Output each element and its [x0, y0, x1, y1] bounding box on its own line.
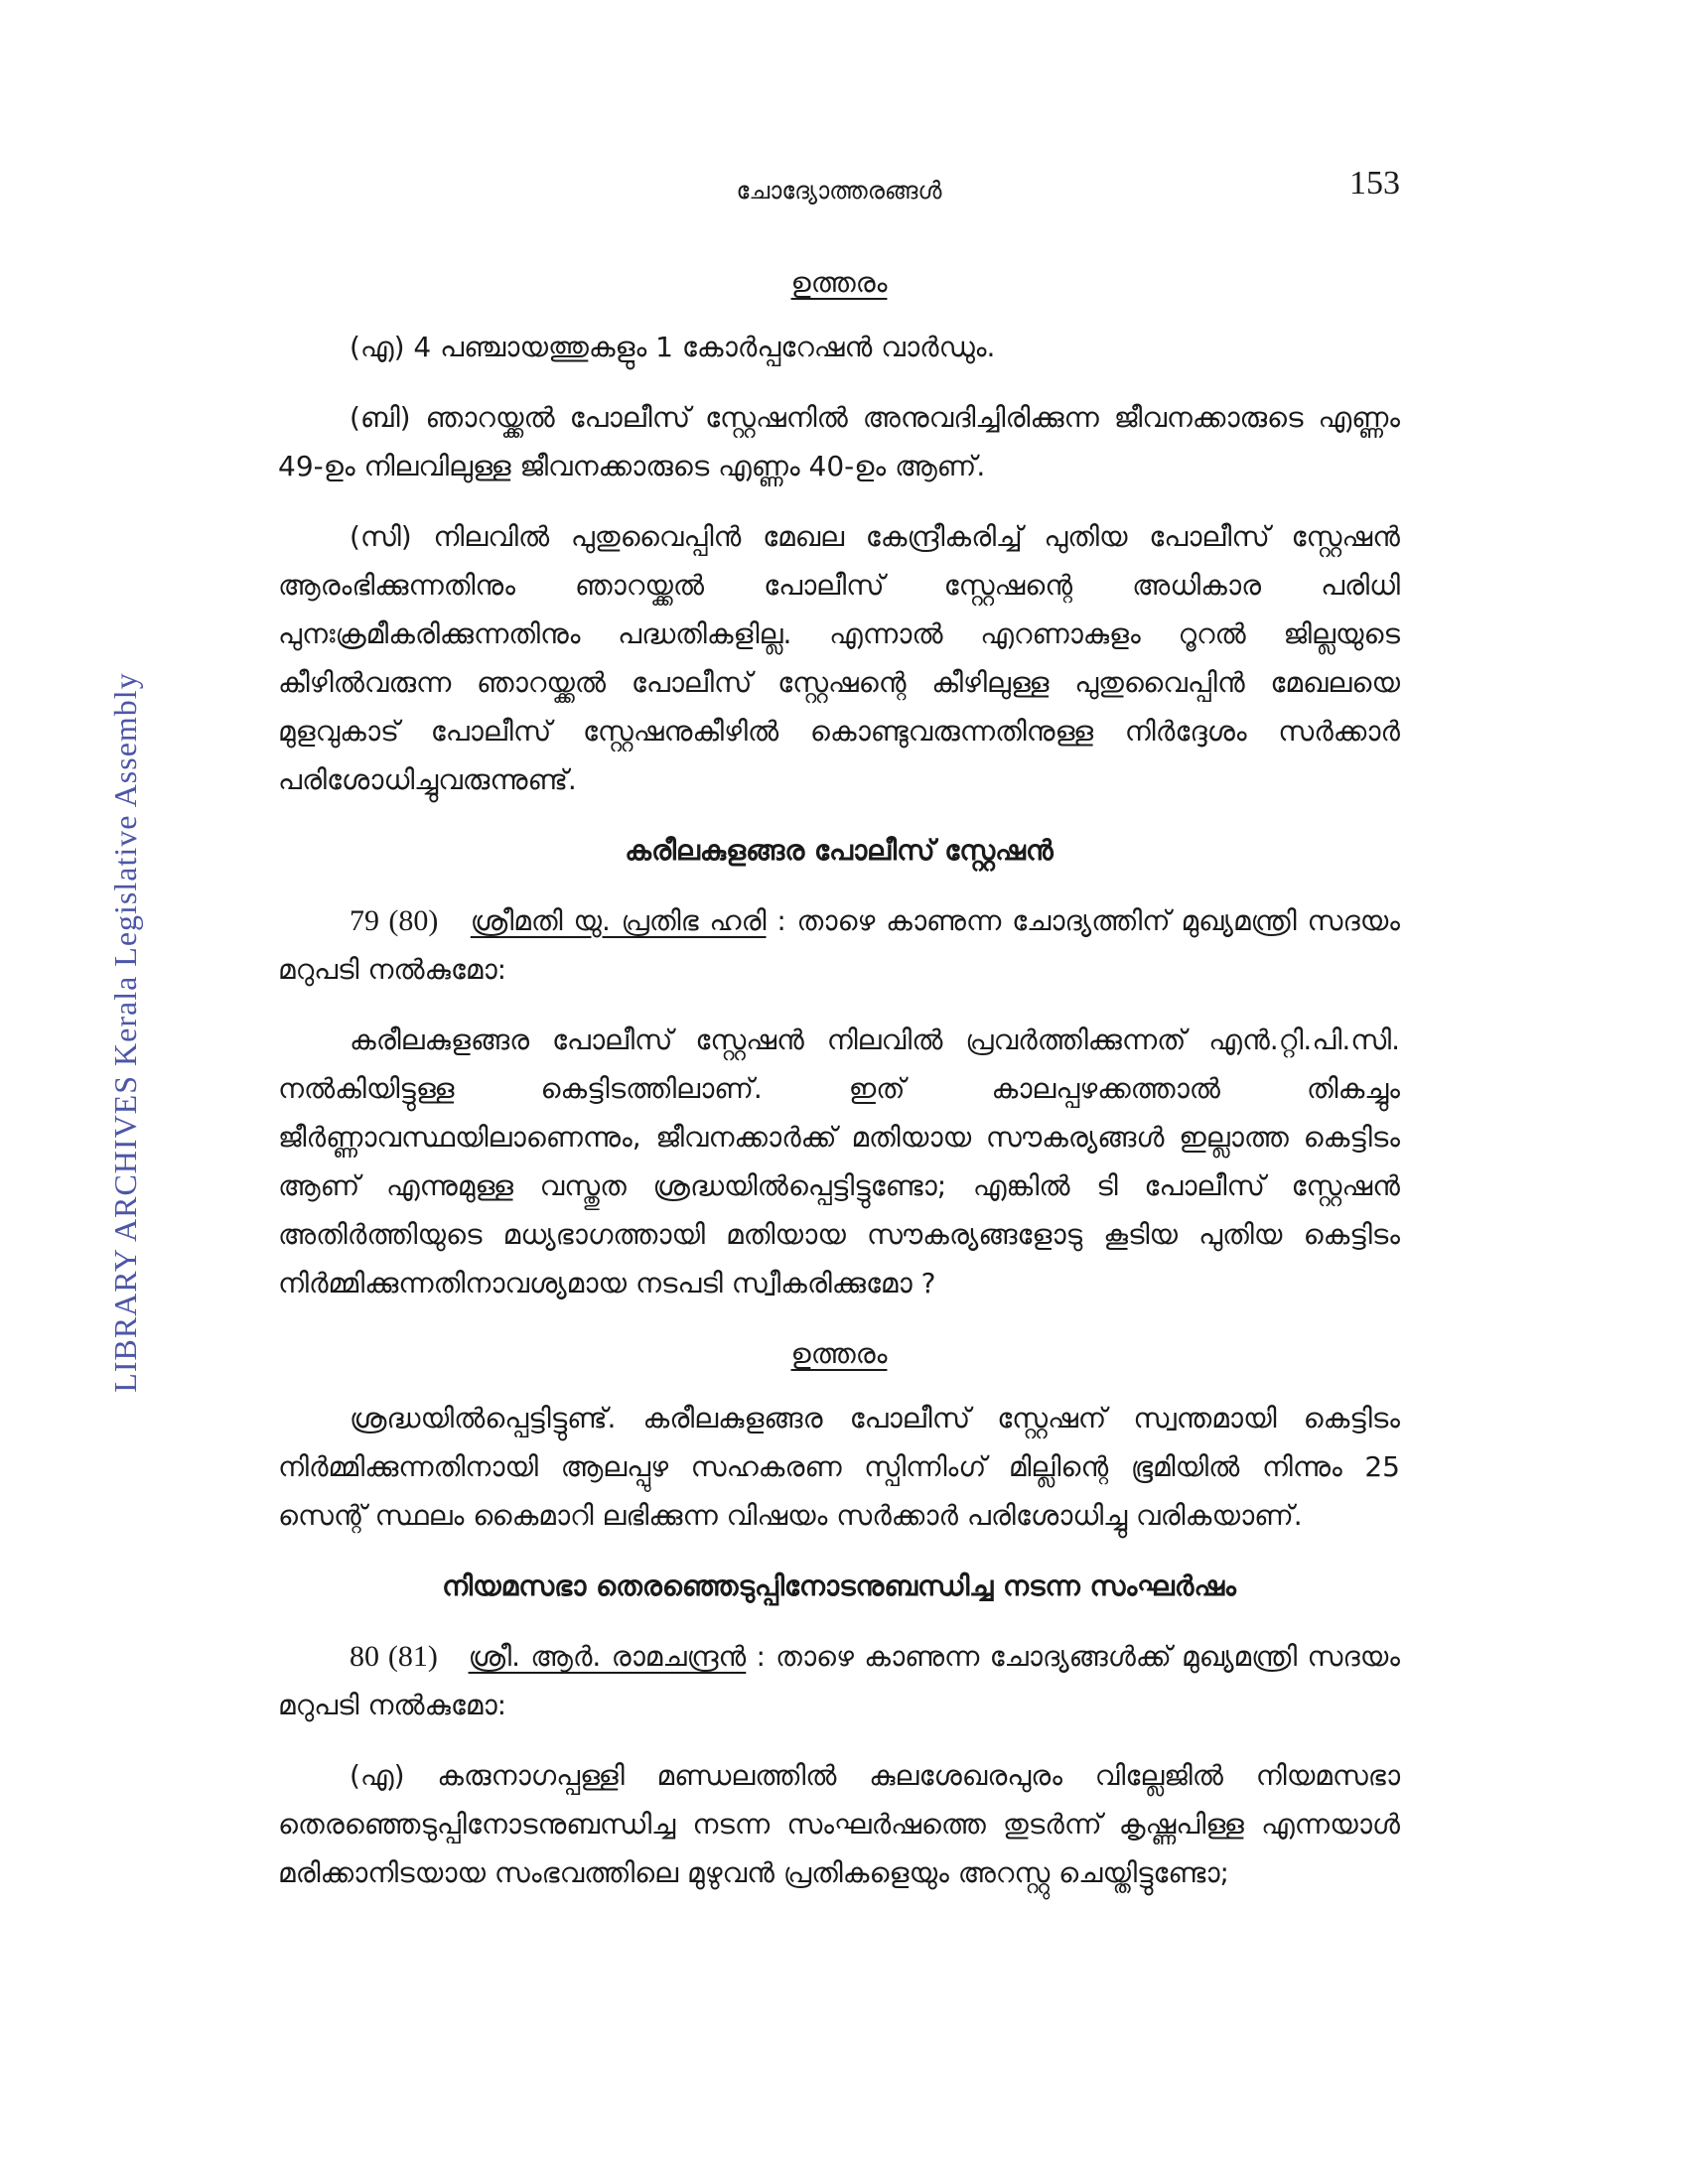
question-80-part-a: (എ) കരുനാഗപ്പള്ളി മണ്ഡലത്തിൽ കുലശേഖരപുരം വില്ലേജിൽ നിയമസഭാ തെരഞ്ഞെടുപ്പിനോടനുബന്ധിച്ച നടന്ന സംഘർഷത്തെ തുടർന്ന് കൃഷ്ണപിള്ള എന്നയാൾ മരിക്കാനിടയായ സംഭവത്തിലെ മുഴുവൻ പ്രതികളെയും അറസ്റ്റു ചെയ്തിട്ടുണ്ടോ;	[278, 1759, 1400, 1889]
document-page	[278, 159, 1400, 1919]
answer-part-c: (സി) നിലവിൽ പുതുവൈപ്പിൻ മേഖല കേന്ദ്രീകരിച്ച് പുതിയ പോലീസ് സ്റ്റേഷൻ ആരംഭിക്കുന്നതിനും ഞാറയ്ക്കൽ പോലീസ് സ്റ്റേഷന്റെ അധികാര പരിധി പുനഃക്രമീകരിക്കുന്നതിനും പദ്ധതികളില്ല. എന്നാൽ എറണാകുളം റൂറൽ ജില്ലയുടെ കീഴിൽവരുന്ന ഞാറയ്ക്കൽ പോലീസ് സ്റ്റേഷന്റെ കീഴിലുള്ള പുതുവൈപ്പിൻ മേഖലയെ മുളവുകാട് പോലീസ് സ്റ്റേഷനുകീഴിൽ കൊണ്ടുവരുന്നതിനുള്ള നിർദ്ദേശം സർക്കാർ പരിശോധിച്ചുവരുന്നുണ്ട്.	[278, 520, 1400, 796]
answer-heading-text: ഉത്തരം	[790, 266, 888, 299]
question-79-answer: ശ്രദ്ധയിൽപ്പെട്ടിട്ടുണ്ട്. കരീലകുളങ്ങര പോലീസ് സ്റ്റേഷന് സ്വന്തമായി കെട്ടിടം നിർമ്മിക്കുന്നതിനായി ആലപ്പുഴ സഹകരണ സ്പിന്നിംഗ് മില്ലിന്റെ ഭൂമിയിൽ നിന്നും 25 സെന്റ് സ്ഥലം കൈമാറി ലഭിക്കുന്ന വിഷയം സർക്കാർ പരിശോധിച്ചു വരികയാണ്.	[278, 1402, 1400, 1532]
answer-heading	[278, 258, 1400, 307]
question-80-member: ശ്രീ. ആർ. രാമചന്ദ്രൻ	[468, 1640, 747, 1673]
question-79-intro	[278, 896, 1400, 994]
question-79-number: 79 (80)	[350, 904, 439, 937]
question-79-member: ശ്രീമതി യു. പ്രതിഭ ഹരി	[470, 904, 767, 937]
question-79-text: കരീലകുളങ്ങര പോലീസ് സ്റ്റേഷൻ നിലവിൽ പ്രവർത്തിക്കുന്നത് എൻ.റ്റി.പി.സി. നൽകിയിട്ടുള്ള കെട്ടിടത്തിലാണ്. ഇത് കാലപ്പഴക്കത്താൽ തികച്ചും ജീർണ്ണാവസ്ഥയിലാണെന്നും, ജീവനക്കാർക്ക് മതിയായ സൗകര്യങ്ങൾ ഇല്ലാത്ത കെട്ടിടം ആണ് എന്നുമുള്ള വസ്തുത ശ്രദ്ധയിൽപ്പെട്ടിട്ടുണ്ടോ; എങ്കിൽ ടി പോലീസ് സ്റ്റേഷൻ അതിർത്തിയുടെ മധ്യഭാഗത്തായി മതിയായ സൗകര്യങ്ങളോടു കൂടിയ പുതിയ കെട്ടിടം നിർമ്മിക്കുന്നതിനാവശ്യമായ നടപടി സ്വീകരിക്കുമോ ?	[278, 1024, 1400, 1299]
question-80-number: 80 (81)	[350, 1640, 438, 1673]
question-80-heading: നിയമസഭാ തെരഞ്ഞെടുപ്പിനോടനുബന്ധിച്ച നടന്ന സംഘർഷം	[442, 1570, 1236, 1602]
question-79-answer-heading-text: ഉത്തരം	[790, 1337, 888, 1370]
question-80-prompt: : താഴെ കാണുന്ന ചോദ്യങ്ങൾക്ക് മുഖ്യമന്ത്രി സദയം മറുപടി നൽകുമോ:	[278, 1640, 1401, 1721]
running-title: ചോദ്യോത്തരങ്ങൾ	[736, 177, 942, 205]
question-79-prompt: : താഴെ കാണുന്ന ചോദ്യത്തിന് മുഖ്യമന്ത്രി സദയം മറുപടി നൽകുമോ:	[278, 904, 1401, 986]
question-80-intro	[278, 1632, 1400, 1729]
question-79-answer-heading	[278, 1329, 1400, 1378]
answer-part-b: (ബി) ഞാറയ്ക്കൽ പോലീസ് സ്റ്റേഷനിൽ അനുവദിച്ചിരിക്കുന്ന ജീവനക്കാരുടെ എണ്ണം 49-ഉം നിലവിലുള്ള ജീവനക്കാരുടെ എണ്ണം 40-ഉം ആണ്.	[278, 401, 1400, 482]
page-number: 153	[1349, 165, 1400, 202]
question-79-heading: കരീലകുളങ്ങര പോലീസ് സ്റ്റേഷൻ	[625, 834, 1054, 867]
archive-watermark: LIBRARY ARCHIVES Kerala Legislative Assembly	[107, 672, 143, 1393]
running-header	[278, 159, 1400, 214]
answer-part-a: (എ) 4 പഞ്ചായത്തുകളും 1 കോർപ്പറേഷൻ വാർഡും.	[350, 331, 996, 363]
